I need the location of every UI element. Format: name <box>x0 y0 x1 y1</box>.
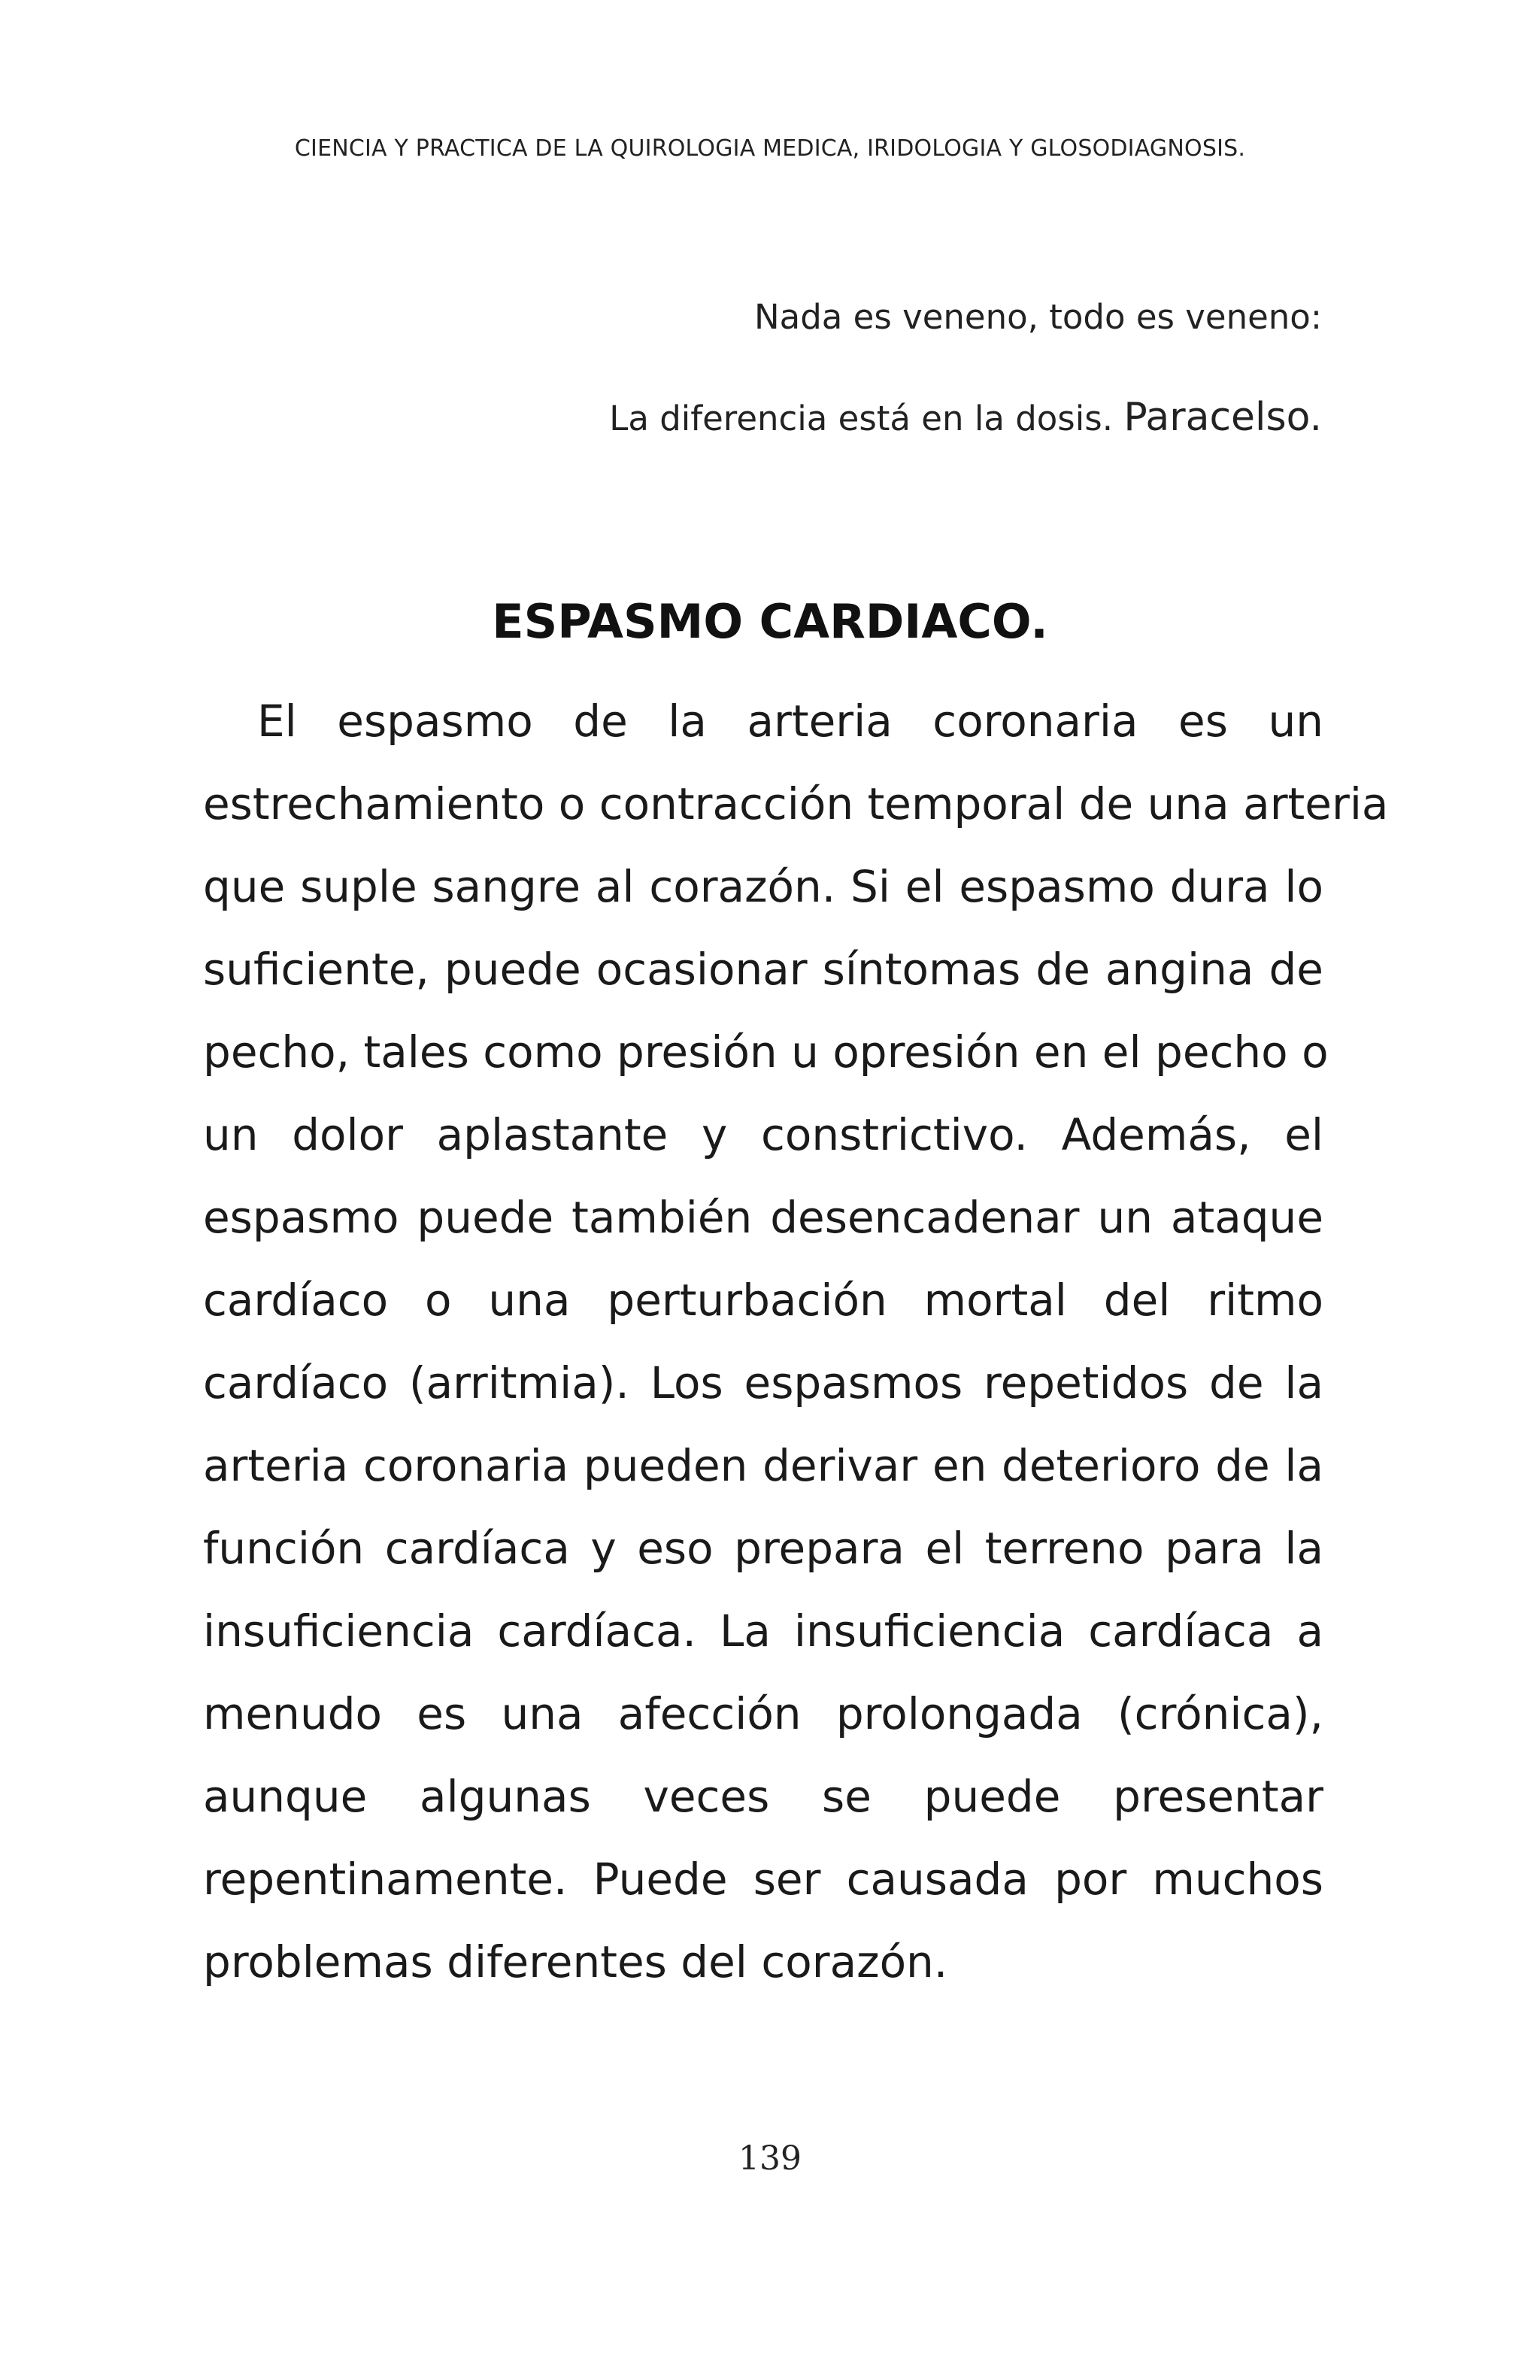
paragraph-line: pecho, tales como presión u opresión en el pecho o <box>203 1026 1329 1078</box>
paragraph-line: función cardíaca y eso prepara el terreno para la <box>203 1523 1323 1574</box>
epigraph-line-2 <box>609 395 1322 440</box>
paragraph-line: que suple sangre al corazón. Si el espasmo dura lo <box>203 861 1323 912</box>
paragraph-line: cardíaco (arritmia). Los espasmos repetidos de la <box>203 1357 1323 1408</box>
epigraph-author: Paracelso. <box>1123 395 1322 440</box>
paragraph-line: menudo es una afección prolongada (crónica), <box>203 1688 1323 1739</box>
section-title: ESPASMO CARDIACO. <box>492 594 1048 649</box>
running-header: CIENCIA Y PRACTICA DE LA QUIROLOGIA MEDICA, IRIDOLOGIA Y GLOSODIAGNOSIS. <box>294 135 1246 162</box>
paragraph-line: cardíaco o una perturbación mortal del ritmo <box>203 1275 1323 1326</box>
paragraph-line: aunque algunas veces se puede presentar <box>203 1771 1323 1822</box>
paragraph-line: insuficiencia cardíaca. La insuficiencia cardíaca a <box>203 1605 1323 1657</box>
paragraph-line: suficiente, puede ocasionar síntomas de angina de <box>203 944 1323 995</box>
paragraph-line: repentinamente. Puede ser causada por muchos <box>203 1854 1323 1905</box>
epigraph-quote: La diferencia está en la dosis. <box>609 399 1113 438</box>
paragraph-line: espasmo puede también desencadenar un ataque <box>203 1192 1323 1243</box>
paragraph-line: El espasmo de la arteria coronaria es un <box>257 696 1323 747</box>
paragraph-line: estrechamiento o contracción temporal de una arteria <box>203 778 1389 829</box>
paragraph-line: arteria coronaria pueden derivar en deterioro de la <box>203 1440 1323 1491</box>
epigraph-line-1: Nada es veneno, todo es veneno: <box>753 297 1322 337</box>
paragraph-line: un dolor aplastante y constrictivo. Además, el <box>203 1109 1323 1160</box>
paragraph-line: problemas diferentes del corazón. <box>203 1936 948 1987</box>
page-number: 139 <box>738 2139 802 2178</box>
